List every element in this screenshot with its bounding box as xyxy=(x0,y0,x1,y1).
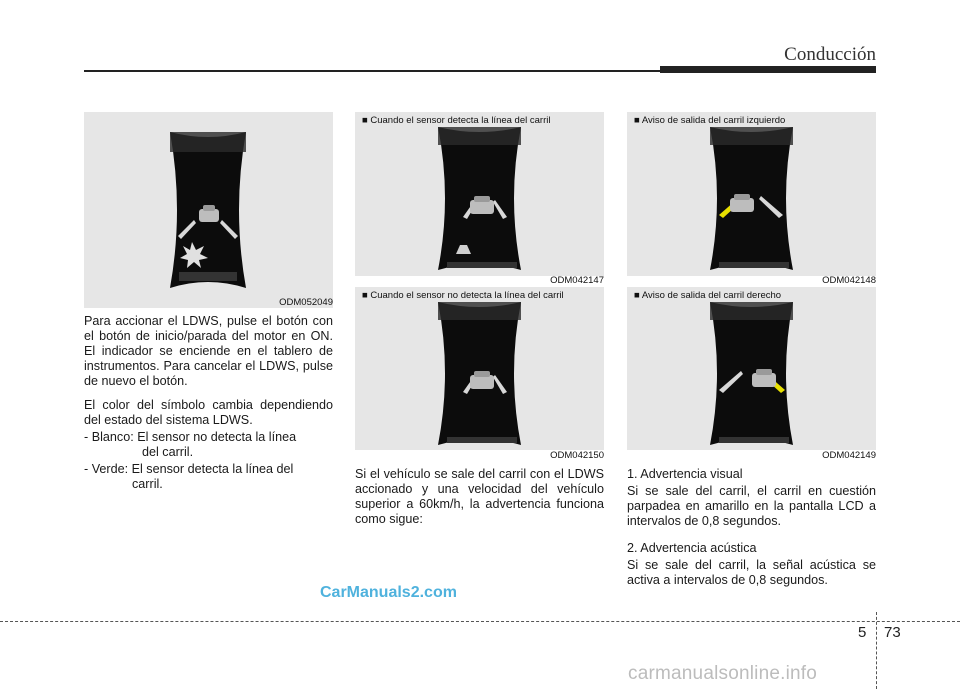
list-item-cont: del carril. xyxy=(142,445,194,459)
lcd-display-illustration xyxy=(627,112,876,276)
list-item-white xyxy=(84,430,333,460)
column3-text xyxy=(627,467,876,597)
paragraph: Si se sale del carril, el carril en cuestión parpadea en amarillo en la pantalla LCD a intervalos de 0,8 segundos. xyxy=(627,484,876,528)
column1-text xyxy=(84,314,333,492)
paragraph: Para accionar el LDWS, pulse el botón con el botón de inicio/parada del motor en ON. El indicador se enciende en el tablero de instrumentos. Para cancelar el LDWS, pulse de nuevo el botón. xyxy=(84,314,333,388)
paragraph: Si el vehículo se sale del carril con el LDWS accionado y una velocidad del vehículo superior a 60km/h, la advertencia funciona como sigue: xyxy=(355,467,604,526)
list-item-lead: - Verde: El sensor detecta la línea del xyxy=(84,462,294,476)
footer-divider xyxy=(0,621,960,622)
lcd-display-illustration xyxy=(355,112,604,276)
header-rule xyxy=(84,70,660,72)
lcd-display-illustration xyxy=(355,287,604,450)
header-rule-thick xyxy=(660,66,876,73)
footer-divider-vertical xyxy=(876,612,877,689)
paragraph: Si se sale del carril, la señal acústica se activa a intervalos de 0,8 segundos. xyxy=(627,558,876,587)
figure-lane-detected xyxy=(355,112,604,276)
figure-code: ODM042149 xyxy=(822,450,876,461)
watermark-footer: carmanualsonline.info xyxy=(628,663,818,684)
figure-code: ODM052049 xyxy=(279,297,333,308)
heading-visual-warning: 1. Advertencia visual xyxy=(627,467,743,481)
figure-caption: ■ Cuando el sensor detecta la línea del carril xyxy=(359,114,553,127)
figure-ldws-indicator xyxy=(84,112,333,308)
page-number: 73 xyxy=(884,624,901,641)
lcd-display-illustration xyxy=(84,112,333,308)
paragraph: El color del símbolo cambia dependiendo del estado del sistema LDWS. xyxy=(84,398,333,427)
figure-caption: ■ Aviso de salida del carril derecho xyxy=(631,289,784,302)
figure-caption: ■ Cuando el sensor no detecta la línea del carril xyxy=(359,289,567,302)
figure-code: ODM042148 xyxy=(822,275,876,286)
figure-caption: ■ Aviso de salida del carril izquierdo xyxy=(631,114,788,127)
lcd-display-illustration xyxy=(627,287,876,450)
figure-code: ODM042147 xyxy=(550,275,604,286)
figure-code: ODM042150 xyxy=(550,450,604,461)
figure-lane-not-detected xyxy=(355,287,604,450)
heading-audible-warning: 2. Advertencia acústica xyxy=(627,541,757,555)
list-item-green xyxy=(84,462,333,492)
figure-left-departure xyxy=(627,112,876,276)
figure-right-departure xyxy=(627,287,876,450)
list-item-cont: carril. xyxy=(132,477,163,491)
watermark-link[interactable]: CarManuals2.com xyxy=(320,584,457,601)
list-item-lead: - Blanco: El sensor no detecta la línea xyxy=(84,430,297,444)
column2-text xyxy=(355,467,604,536)
chapter-number: 5 xyxy=(858,624,867,641)
section-title: Conducción xyxy=(784,44,876,65)
